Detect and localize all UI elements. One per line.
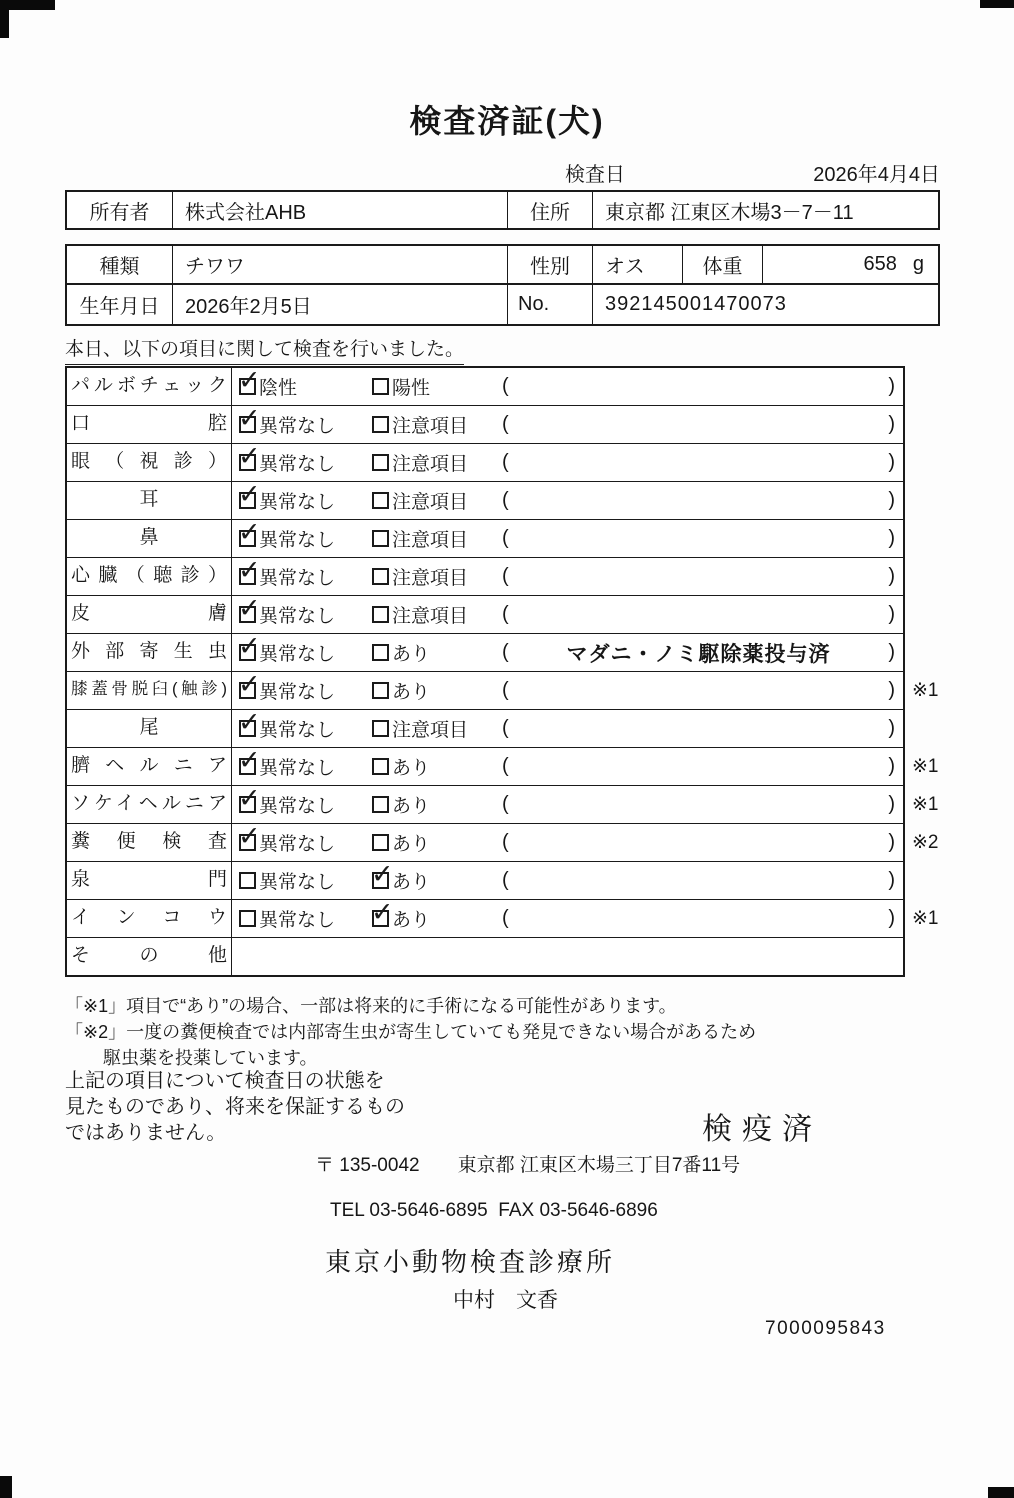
checkbox-checked [239,834,256,851]
scan-artifact-bottom-left [0,1476,12,1498]
footnote-2-line2: 駆虫薬を投薬しています。 [103,1048,318,1068]
close-paren: ) [888,565,895,587]
exam-item-label: 糞便検査 [67,824,232,861]
checkbox-unchecked [372,644,389,661]
exam-option-label: 異常なし [259,910,336,931]
exam-note-area [502,603,903,626]
close-paren: ) [888,413,895,435]
open-paren: ( [502,565,509,587]
exam-item-label: 眼（視診） [67,444,232,481]
weight-value [762,246,940,283]
exam-option [239,563,372,590]
checkbox-checked [239,492,256,509]
exam-option-label: あり [392,682,431,703]
exam-option-label: 異常なし [259,454,336,475]
certificate-number-value: 392145001470073 [592,285,940,324]
birthdate-label: 生年月日 [79,296,160,318]
exam-row-content [232,558,903,595]
owner-info-table [65,190,940,230]
exam-row [67,710,903,748]
checkbox-unchecked [372,492,389,509]
exam-row [67,482,903,520]
exam-option [372,753,502,780]
exam-row-content [232,748,903,785]
exam-item-label: 心臓（聴診） [67,558,232,595]
disclaimer-line-1: 上記の項目について検査日の状態を [65,1070,385,1092]
exam-option-label: 注意項目 [392,568,469,589]
clinic-tel-fax: TEL 03-5646-6895 FAX 03-5646-6896 [330,1200,658,1221]
exam-row [67,558,903,596]
open-paren: ( [502,641,509,663]
checkbox-unchecked [372,530,389,547]
exam-item-label: 耳 [67,482,232,519]
close-paren: ) [888,489,895,511]
exam-option-label: 異常なし [259,492,336,513]
clinic-postal-code: 〒 135-0042 [315,1155,420,1176]
exam-note-area [502,375,903,398]
breed-value: チワワ [172,246,507,283]
exam-row-content [232,938,903,975]
exam-item-label: パルボチェック [67,368,232,405]
checkbox-unchecked [372,834,389,851]
exam-option [372,449,502,476]
exam-date-value: 2026年4月4日 [813,164,940,186]
scan-artifact-top-right [980,0,1014,8]
open-paren: ( [502,907,509,929]
exam-row [67,520,903,558]
exam-option-label: 注意項目 [392,454,469,475]
checkbox-unchecked [239,872,256,889]
quarantine-passed-stamp: 検疫済 [702,1113,822,1146]
exam-option-label: 陽性 [392,378,431,399]
exam-row-content [232,596,903,633]
exam-option [372,525,502,552]
exam-option-label: 異常なし [259,682,336,703]
exam-option-label: 異常なし [259,834,336,855]
footnote-2-line1: 「※2」一度の糞便検査では内部寄生虫が寄生していても発見できない場合があるため [65,1022,757,1042]
checkbox-checked [239,454,256,471]
exam-option [239,411,372,438]
checkbox-checked [372,910,389,927]
open-paren: ( [502,869,509,891]
exam-note-area [502,755,903,778]
exam-row-content [232,520,903,557]
checkbox-unchecked [372,720,389,737]
breed-label: 種類 [99,256,140,278]
exam-note-area [502,793,903,816]
checkbox-unchecked [372,568,389,585]
exam-note-area [502,638,903,668]
exam-option [372,715,502,742]
close-paren: ) [888,793,895,815]
checkbox-checked [239,416,256,433]
exam-note-area [502,831,903,854]
open-paren: ( [502,375,509,397]
exam-option-label: あり [392,910,431,931]
exam-row [67,406,903,444]
exam-option-label: 異常なし [259,416,336,437]
open-paren: ( [502,489,509,511]
exam-option [239,753,372,780]
exam-option [372,601,502,628]
address-value: 東京都 江東区木場3－7－11 [592,192,940,228]
exam-row-content [232,634,903,671]
clinic-name: 東京小動物検査診療所 [325,1247,616,1277]
exam-note-area [502,489,903,512]
exam-note-area [502,717,903,740]
exam-option [372,487,502,514]
exam-option [372,373,502,400]
close-paren: ) [888,717,895,739]
exam-row [67,900,939,938]
exam-option-label: 注意項目 [392,606,469,627]
exam-option-label: 注意項目 [392,416,469,437]
close-paren: ) [888,527,895,549]
exam-option-label: 異常なし [259,644,336,665]
checkbox-unchecked [239,910,256,927]
close-paren: ) [888,755,895,777]
checkbox-checked [239,568,256,585]
exam-option-label: 注意項目 [392,530,469,551]
close-paren: ) [888,603,895,625]
exam-option [239,791,372,818]
exam-row-content [232,900,903,937]
close-paren: ) [888,641,895,663]
weight-unit: g [912,253,924,275]
exam-row-content [232,368,903,405]
exam-row [67,862,903,900]
checkbox-checked [239,378,256,395]
exam-option [239,639,372,666]
exam-option [239,373,372,400]
exam-option [239,829,372,856]
exam-option [372,563,502,590]
exam-option [239,487,372,514]
exam-item-label: 泉門 [67,862,232,899]
exam-option-label: あり [392,644,431,665]
exam-item-label: 皮膚 [67,596,232,633]
exam-item-label: その他 [67,938,232,975]
exam-note-area [502,451,903,474]
exam-option [372,411,502,438]
scan-artifact-bottom-right [988,1487,1014,1498]
exam-option-label: あり [392,758,431,779]
document-title: 検査済証(犬) [409,103,605,139]
checkbox-unchecked [372,606,389,623]
exam-row [67,634,903,672]
weight-number: 658 [863,253,897,275]
exam-option-label: 注意項目 [392,492,469,513]
exam-option-label: 異常なし [259,530,336,551]
exam-option-label: 異常なし [259,568,336,589]
exam-row [67,596,903,634]
close-paren: ) [888,831,895,853]
veterinarian-name: 中村 文香 [453,1289,558,1312]
exam-date-row [565,158,940,187]
exam-row-content [232,444,903,481]
checkbox-checked [372,872,389,889]
footnote-mark: ※1 [912,908,939,929]
exam-date-label: 検査日 [565,164,625,186]
exam-option-label: 異常なし [259,796,336,817]
close-paren: ) [888,869,895,891]
exam-option-label: 注意項目 [392,720,469,741]
exam-row-content [232,824,903,861]
checkbox-unchecked [372,758,389,775]
serial-number: 7000095843 [765,1318,886,1339]
exam-option [372,867,502,894]
exam-option [372,639,502,666]
exam-item-label: 尾 [67,710,232,747]
exam-option-label: 陰性 [259,378,298,399]
checkbox-unchecked [372,682,389,699]
checkbox-unchecked [372,416,389,433]
exam-item-label: 膝蓋骨脱臼(触診) [67,672,232,709]
open-paren: ( [502,451,509,473]
exam-row-content [232,406,903,443]
exam-note-area [502,413,903,436]
exam-row [67,938,903,975]
exam-item-label: ソケイヘルニア [67,786,232,823]
exam-note-area [502,527,903,550]
owner-label: 所有者 [89,201,150,224]
weight-label: 体重 [682,246,762,283]
exam-option [372,677,502,704]
exam-option-label: あり [392,796,431,817]
address-label: 住所 [507,192,592,228]
animal-info-table-row1 [65,244,940,285]
exam-row [67,672,939,710]
disclaimer-line-3: ではありません。 [65,1122,227,1144]
clinic-address: 東京都 江東区木場三丁目7番11号 [457,1155,741,1176]
exam-option [239,525,372,552]
exam-table [65,366,939,977]
animal-info-table-row2 [65,285,940,326]
exam-option [239,601,372,628]
exam-note-area [502,565,903,588]
exam-row [67,824,939,862]
disclaimer [65,1068,405,1146]
exam-option-label: 異常なし [259,606,336,627]
footnote-1: 「※1」項目で“あり”の場合、一部は将来的に手術になる可能性があります。 [65,996,677,1016]
open-paren: ( [502,603,509,625]
exam-row-content [232,710,903,747]
clinic-postal-row [315,1150,740,1177]
footnote-mark: ※1 [912,794,939,815]
exam-option-label: 異常なし [259,872,336,893]
intro-text: 本日、以下の項目に関して検査を行いました。 [65,334,464,365]
footnote-mark: ※2 [912,832,939,853]
exam-item-label: 外部寄生虫 [67,634,232,671]
exam-option-label: 異常なし [259,720,336,741]
checkbox-checked [239,644,256,661]
exam-item-label: 口腔 [67,406,232,443]
exam-row [67,444,903,482]
checkbox-checked [239,682,256,699]
close-paren: ) [888,679,895,701]
close-paren: ) [888,375,895,397]
open-paren: ( [502,527,509,549]
checkbox-checked [239,758,256,775]
open-paren: ( [502,793,509,815]
exam-row [67,786,939,824]
exam-option-label: あり [392,872,431,893]
exam-row-content [232,672,903,709]
exam-option-label: 異常なし [259,758,336,779]
exam-item-label: インコウ [67,900,232,937]
owner-value: 株式会社AHB [172,192,507,228]
checkbox-checked [239,720,256,737]
sex-label: 性別 [507,246,592,283]
open-paren: ( [502,755,509,777]
exam-option [239,677,372,704]
exam-note: マダニ・ノミ駆除薬投与済 [566,642,831,666]
exam-option [239,449,372,476]
exam-note-area [502,907,903,930]
scan-artifact-top-left-edge [0,0,9,38]
exam-option [372,829,502,856]
exam-note-area [502,869,903,892]
birthdate-value: 2026年2月5日 [172,285,507,324]
exam-row-content [232,786,903,823]
open-paren: ( [502,831,509,853]
close-paren: ) [888,907,895,929]
exam-item-label: 鼻 [67,520,232,557]
footnote-mark: ※1 [912,680,939,701]
exam-row [67,368,903,406]
footnote-mark: ※1 [912,756,939,777]
checkbox-unchecked [372,378,389,395]
close-paren: ) [888,451,895,473]
certificate-number-label: No. [507,285,592,324]
exam-row-content [232,862,903,899]
exam-row-content [232,482,903,519]
open-paren: ( [502,413,509,435]
checkbox-unchecked [372,796,389,813]
sex-value: オス [592,246,682,283]
checkbox-checked [239,796,256,813]
exam-option-label: あり [392,834,431,855]
checkbox-unchecked [372,454,389,471]
checkbox-checked [239,530,256,547]
checkbox-checked [239,606,256,623]
exam-option [239,905,372,932]
exam-row [67,748,939,786]
disclaimer-line-2: 見たものであり、将来を保証するもの [65,1096,405,1118]
open-paren: ( [502,679,509,701]
exam-option [239,715,372,742]
exam-option [239,867,372,894]
open-paren: ( [502,717,509,739]
exam-note-area [502,679,903,702]
exam-option [372,905,502,932]
exam-option [372,791,502,818]
exam-item-label: 臍ヘルニア [67,748,232,785]
